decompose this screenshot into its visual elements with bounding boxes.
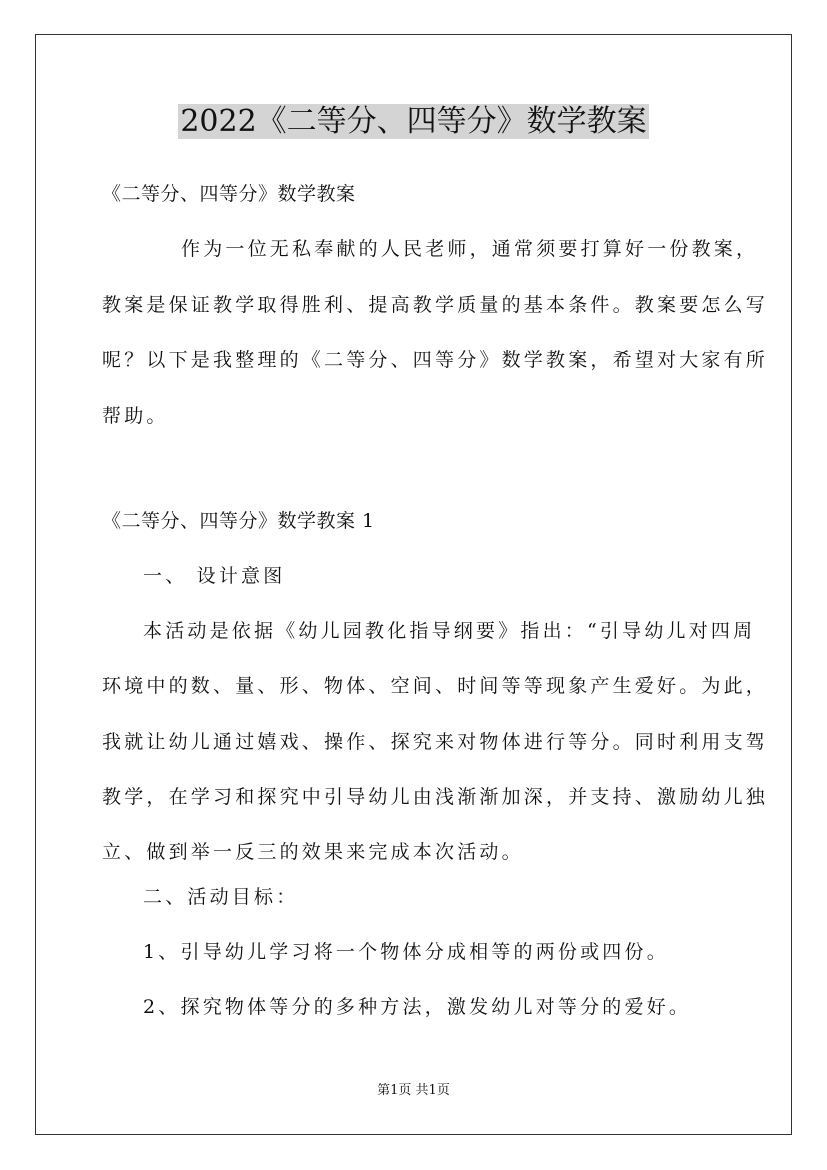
document-subtitle: 《二等分、四等分》数学教案 (102, 183, 356, 205)
intro-line-4: 帮助。 (102, 405, 169, 427)
part1-line-5: 立、做到举一反三的效果来完成本次活动。 (102, 841, 524, 863)
goal-item-1: 1、引导幼儿学习将一个物体分成相等的两份或四份。 (143, 941, 669, 963)
intro-line-3: 呢？以下是我整理的《二等分、四等分》数学教案，希望对大家有所 (102, 349, 769, 371)
goal-item-2: 2、探究物体等分的多种方法，激发幼儿对等分的爱好。 (143, 996, 692, 1018)
intro-line-1: 作为一位无私奉献的人民老师，通常须要打算好一份教案， (181, 238, 759, 260)
document-title: 2022《二等分、四等分》数学教案 (180, 104, 647, 139)
part1-line-4: 教学，在学习和探究中引导幼儿由浅渐渐加深，并支持、激励幼儿独 (102, 786, 769, 808)
part1-heading: 一、 设计意图 (143, 565, 286, 587)
part1-line-2: 环境中的数、量、形、物体、空间、时间等等现象产生爱好。为此， (102, 675, 769, 697)
page-footer: 第1页 共1页 (377, 1083, 450, 1098)
part1-line-1: 本活动是依据《幼儿园教化指导纲要》指出：“引导幼儿对四周 (143, 620, 756, 642)
section-heading: 《二等分、四等分》数学教案 1 (102, 510, 375, 532)
part1-line-3: 我就让幼儿通过嬉戏、操作、探究来对物体进行等分。同时利用支驾 (102, 731, 769, 753)
part2-heading: 二、活动目标： (143, 886, 299, 908)
intro-line-2: 教案是保证教学取得胜利、提高教学质量的基本条件。教案要怎么写 (102, 294, 769, 316)
